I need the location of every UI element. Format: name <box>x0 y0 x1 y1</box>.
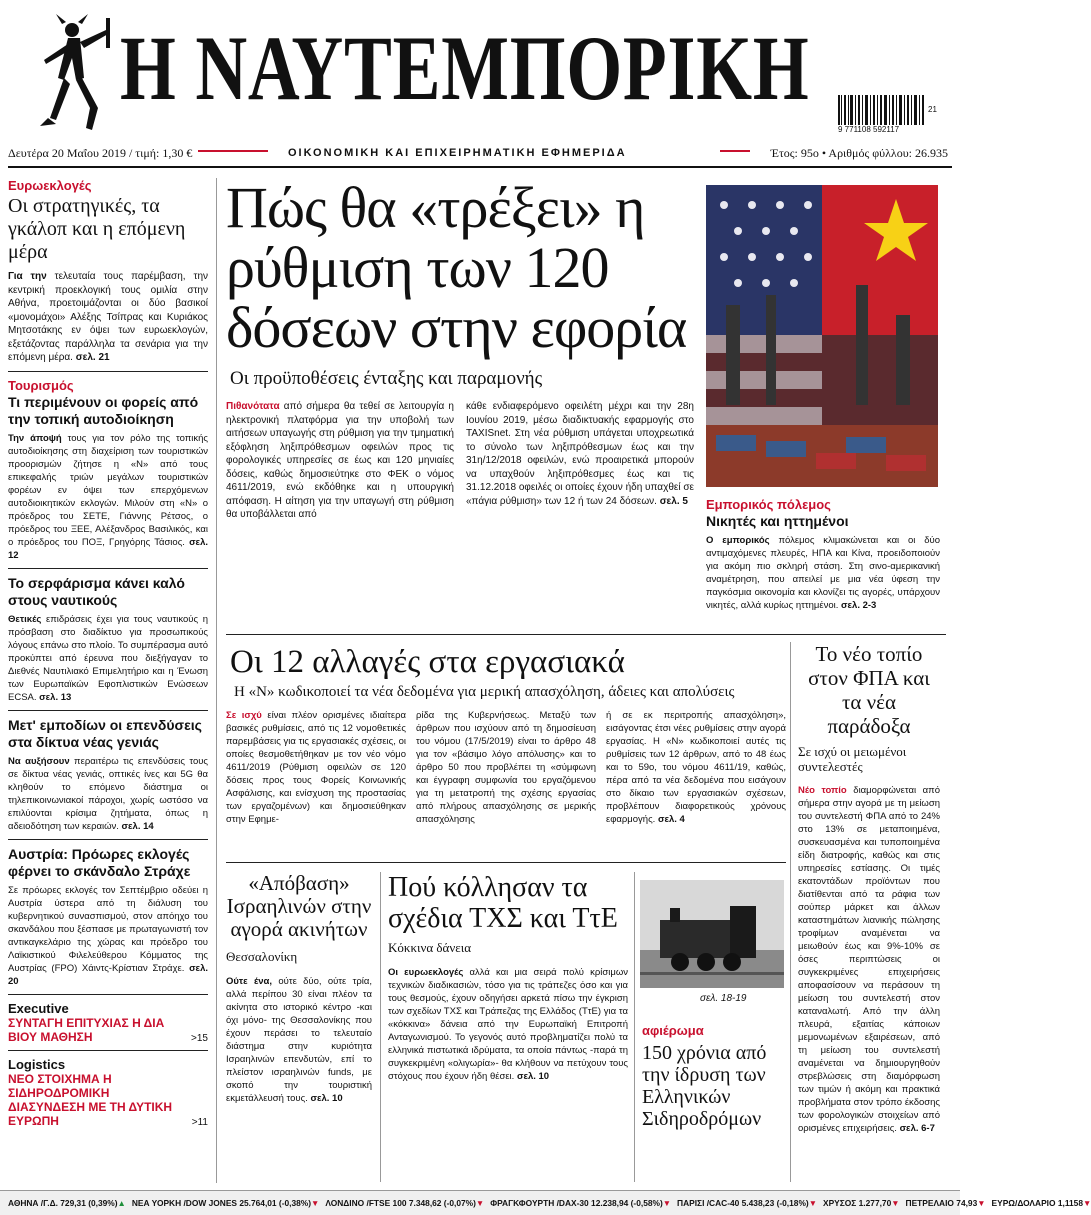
column-rule <box>216 178 217 1183</box>
ticker-value: 12.238,94 (-0,58%) <box>591 1198 663 1208</box>
headline: Τι περιμένουν οι φορείς από την τοπική αυτοδιοίκηση <box>8 393 199 427</box>
page-ref: σελ. 21 <box>75 352 110 363</box>
ticker-item <box>677 1198 817 1208</box>
page-ref: σελ. 6-7 <box>899 1123 935 1134</box>
kicker: Εμπορικός πόλεμος <box>706 497 831 512</box>
arrow-down-icon: ▼ <box>662 1198 672 1208</box>
body-col2: κάθε ενδιαφερόμενο οφειλέτη μέχρι και την 28η Ιουνίου 2019, μέσω διαδικτυακής εφαρμογής στο TAXISnet. Στη νέα ρύθμιση υπάγεται υποχρεωτικά το σύνολο των ληξιπρόθεσμων έως και την 31η/12/2018 οφειλών, ενώ προαιρετικά μπορούν να υπαχθούν ληξιπρόθεσμες έως και τις 31.12.2018 οφειλές οι οποίες έχουν ήδη υπαχθεί σε «πάγια ρύθμιση» των 12 ή των 24 δόσεων. <box>466 401 694 507</box>
divider <box>8 371 208 372</box>
page-ref: σελ. 20 <box>8 962 208 987</box>
arrow-up-icon: ▲ <box>117 1198 126 1208</box>
ticker-value: 1,1158 <box>1057 1198 1083 1208</box>
divider <box>8 839 208 840</box>
promo-text: ΝΕΟ ΣΤΟΙΧΗΜΑ Η ΣΙΔΗΡΟΔΡΟΜΙΚΗ ΔΙΑΣΥΝΔΕΣΗ ΜΕ ΤΗ ΔΥΤΙΚΗ ΕΥΡΩΠΗ <box>8 1071 173 1128</box>
railway-headline: 150 χρόνια από την ίδρυση των Ελληνικών Σιδηροδρόμων <box>642 1042 767 1130</box>
ticker-label: ΠΑΡΙΣΙ /CAC-40 <box>677 1198 742 1208</box>
body-lead: Οι ευρωεκλογές <box>388 967 464 978</box>
banks-headline: Πού κόλλησαν τα σχέδια ΤΧΣ και ΤτΕ <box>388 872 618 934</box>
year-issue: Έτος: 95ο • Αριθμός φύλλου: 26.935 <box>770 146 948 160</box>
kicker: Logistics <box>8 1056 66 1072</box>
left-story-2 <box>8 378 208 562</box>
ticker-label: ΦΡΑΓΚΦΟΥΡΤΗ /DAX-30 <box>490 1198 592 1208</box>
ticker-label: ΕΥΡΩ/ΔΟΛΑΡΙΟ <box>991 1198 1058 1208</box>
masthead <box>120 8 810 128</box>
headline: Οι στρατηγικές, τα γκάλοπ και η επόμενη μέρα <box>8 195 186 263</box>
body: τους για τον ρόλο της τοπικής αυτοδιοίκησης στη διαχείριση των τουριστικών προορισμών ζήτησε η «Ν» από τους επικεφαλής τριών μεγάλων τουριστικών φορέων εν όψει των επερχόμενων αυτοδιοικητικών εκλογών. Μιλούν στη «Ν» ο πρόεδρος του ΣΕΤΕ, Γιάννης Ρέτσος, ο πρόεδρος του ΞΕΕ, Αλέξανδρος Βασιλικός, και ο πρόεδρος του ΠΟΞ, Γρηγόρης Τάσιος. <box>8 432 209 548</box>
vat-headline: Το νέο τοπίο στον ΦΠΑ και τα νέα παράδοξα <box>808 642 930 738</box>
banks-subhead: Κόκκινα δάνεια <box>388 940 472 955</box>
kicker: Ευρωεκλογές <box>8 178 92 193</box>
page-ref: σελ. 5 <box>659 495 688 507</box>
barcode-number: 9 771108 592117 <box>838 125 900 134</box>
railway-photo <box>640 880 784 988</box>
body: διαμορφώνεται από σήμερα στην αγορά με τη μείωση του συντελεστή ΦΠΑ από το 24% στο 13% σε μεταποιημένα, συσκευασμένα και τυποποιημένα είδη διατροφής, καθώς και στις υπηρεσίες εστίασης. Οι τιμές εκατοντάδων προϊόντων που διατίθενται από τα ράφια των σούπερ μάρκετ και άλλων καταστημάτων λιανικής πώλησης τροφίμων αναμένεται να μειωθούν έως και 9%-10% σε όσες περιπτώσεις οι συγκεκριμένες επιχειρήσεις αποφασίσουν να περάσουν τη μείωση του συντελεστή στον καταναλωτή. Από την άλλη πλευρά, εξαιτίας κάποιων μεμονωμένων εξαιρέσεων, από τη μείωση του συντελεστή αναμένεται να δημιουργηθούν στρεβλώσεις στη διαμόρφωση των τιμών ή ακόμη και πρακτικά προβλήματα στον τρόπο έκδοσης των φορολογικών στοιχείων από ορισμένες επιχειρήσεις. <box>798 785 940 1134</box>
divider <box>8 1050 208 1051</box>
masthead-divider <box>8 166 952 168</box>
railway-story <box>642 1023 786 1130</box>
page-ref: >11 <box>191 1116 208 1128</box>
banks-story <box>388 872 628 1083</box>
ticker-item <box>490 1198 671 1208</box>
column-rule <box>790 642 791 1182</box>
body: αλλά και μια σειρά πολύ κρίσιμων τεχνικών διαδικασιών, τόσο για τις τράπεζες όσο και για τους θεσμούς, έχουν οδηγήσει αρκετά πίσω την έγκριση των σχεδίων ΤΧΣ και Τράπεζας της Ελλάδος (ΤτΕ) για τα «κόκκινα» δάνεια από την Ευρωπαϊκή Επιτροπή Ανταγωνισμού. Το γεγονός αυτό προβληματίζει πολύ τα ελληνικά πιστωτικά ιδρύματα, τα οποία πάντως -παρά τη συγκεκριμένη «ολιγωρία»- θα κλήθουν να πετύχουν τους στόχους που έχουν ήδη θέσει. <box>388 967 628 1082</box>
vat-story <box>798 642 940 1135</box>
promo-executive[interactable] <box>8 1001 208 1044</box>
body: επιδράσεις έχει για τους ναυτικούς η πρόσβαση στο διαδίκτυο για προσωπικούς λόγους επάνω στο πλοίο. Το συμπέρασμα αυτό προκύπτει από έρευνα που διεξήγαγαν το Διεθνές Ναυτιλιακό Επιμελητήριο και η Ένωση των Ευρωπαϊκών Εφοπλιστικών Ενώσεων ECSA. <box>8 613 208 703</box>
masthead-subrow <box>8 142 952 164</box>
ticker-value: 74,93 <box>956 1198 978 1208</box>
ticker-value: 1.277,70 <box>858 1198 892 1208</box>
page-ref: σελ. 12 <box>8 536 208 561</box>
israel-subhead: Θεσσαλονίκη <box>226 949 298 964</box>
body-lead: Την άποψή <box>8 432 62 444</box>
body-lead: Ούτε ένα, <box>226 976 273 987</box>
ticker-label: ΑΘΗΝΑ /Γ.Δ. <box>8 1198 61 1208</box>
body-lead: Θετικές <box>8 613 42 625</box>
headline: Μετ' εμποδίων οι επενδύσεις στα δίκτυα νέας γενιάς <box>8 716 202 750</box>
ticker-value: 729,31 (0,39%) <box>60 1198 118 1208</box>
headline: Αυστρία: Πρόωρες εκλογές φέρνει το σκάνδαλο Στράχε <box>8 845 191 879</box>
body: πόλεμος κλιμακώνεται και οι δύο αντιμαχόμενες πλευρές, ΗΠΑ και Κίνα, προειδοποιούν για ακόμη πιο σκληρή στάση. Στη σινο-αμερικανική αναμέτρηση, που απειλεί με μια νέα ύφεση την παγκόσμια οικονομία και κλονίζει τις αγορές, υπάρχουν νικητές, αλλά κυρίως ηττημένοι. <box>706 535 941 611</box>
ticker-label: ΠΕΤΡΕΛΑΙΟ <box>905 1198 957 1208</box>
body-lead: Νέο τοπίο <box>798 785 847 796</box>
left-story-1 <box>8 178 208 365</box>
body: τελευταία τους παρέμβαση, την κεντρική προεκλογική τους ομιλία στην Αθήνα, προετοιμάζονται οι δύο βασικοί «μονομάχοι» Αλέξης Τσίπρας και Κυριάκος Μητσοτάκης εν όψει των ευρωεκλογών, εξετάζοντας παράλληλα τα σενάρια για την επόμενη μέρα. <box>8 271 209 363</box>
arrow-down-icon: ▼ <box>1082 1198 1091 1208</box>
body-col1: από σήμερα θα τεθεί σε λειτουργία η ηλεκτρονική πλατφόρμα για την υποβολή των αιτήσεων υπαγωγής στη ρύθμιση για την τμηματική εξόφληση ληξιπρόθεσμων οφειλών προς τις φορολογικές υπηρεσίες σε έως και 120 μηνιαίες δόσεις, καθώς δημοσιεύτηκε στο ΦΕΚ ο νόμος 4611/2019, ενώ εκδόθηκε και η υπουργική απόφαση. Η αίτηση για την υπαγωγή στη ρύθμιση θα υποβάλλεται από <box>226 401 454 520</box>
body: ούτε δύο, ούτε τρία, αλλά περίπου 30 είναι πλέον τα ακίνητα στο ιστορικό κέντρο -και όχι μόνο- της Θεσσαλονίκης που έχουν περάσει το τελευταίο διάστημα στην κυριότητα Ισραηλινών επενδυτών, επί το πλείστον ισραηλινών funds, με σκοπό την τουριστική εκμετάλλευσή τους. <box>226 976 373 1104</box>
arrow-down-icon: ▼ <box>475 1198 485 1208</box>
headline: Νικητές και ηττημένοι <box>706 513 849 529</box>
promo-text: ΣΥΝΤΑΓΗ ΕΠΙΤΥΧΙΑΣ Η ΔΙΑ ΒΙΟΥ ΜΑΘΗΣΗ <box>8 1015 165 1044</box>
vat-subhead: Σε ισχύ οι μειωμένοι συντελεστές <box>798 744 907 774</box>
promo-logistics[interactable] <box>8 1057 208 1128</box>
divider <box>226 862 786 863</box>
arrow-down-icon: ▼ <box>311 1198 320 1208</box>
market-ticker <box>0 1190 1091 1215</box>
arrow-down-icon: ▼ <box>808 1198 817 1208</box>
left-story-4 <box>8 717 208 833</box>
body: Σε πρόωρες εκλογές τον Σεπτέμβριο οδεύει η Αυστρία ύστερα από τη διάλυση του κυβερνητικού συνασπισμού, στον απόηχο του σκανδάλου που ξέσπασε με πρωταγωνιστή τον αντικαγκελάριο της χώρας και πρόεδρο του Λαϊκιστικού Φιλελεύθερου Κόμματος της Αυστρίας (FPO) Χάιντς-Κρίστιαν Στράχε. <box>8 884 208 974</box>
labor-subhead: Η «Ν» κωδικοποιεί τα νέα δεδομένα για μερική απασχόληση, άδειες και απολύσεις <box>234 684 735 700</box>
column-rule <box>380 872 381 1182</box>
divider <box>8 710 208 711</box>
left-column <box>8 178 208 1128</box>
barcode-suffix: 21 <box>928 105 937 114</box>
body-lead: Πιθανότατα <box>226 401 280 412</box>
page-ref: σελ. 2-3 <box>841 600 877 611</box>
masthead-title: Η ΝΑΥΤΕΜΠΟΡΙΚΗ <box>120 17 810 119</box>
page-ref: σελ. 13 <box>39 691 72 703</box>
barcode <box>838 95 940 137</box>
tagline-rule-left <box>198 150 268 152</box>
main-story <box>226 175 694 522</box>
divider <box>8 994 208 995</box>
main-subhead: Οι προϋποθέσεις ένταξης και παραμονής <box>230 368 543 389</box>
israel-story <box>226 872 372 1105</box>
left-story-5 <box>8 846 208 988</box>
ticker-item <box>325 1198 484 1208</box>
body-lead: Για την <box>8 271 47 282</box>
trade-war-story <box>706 497 940 612</box>
divider <box>8 568 208 569</box>
kicker: αφιέρωμα <box>642 1023 704 1038</box>
body-col3: ή σε εκ περιτροπής απασχόληση», εισάγοντας έτσι νέες ρυθμίσεις στην αγορά εργασίας. Η «Ν» κωδικοποιεί αυτές τις ρυθμίσεις των 12 άρθρων, από το 48 έως και το 59ο, του νόμου 4611/19, καθώς, πέρα από τα νέα δεδομένα που εισάγουν στο δίκαιο των εργασιακών σχέσεων, προβλέπουν διαφορετικούς χρόνους εφαρμογής. <box>606 710 786 825</box>
page-ref: σελ. 14 <box>121 820 154 832</box>
hermes-logo <box>10 8 120 143</box>
arrow-down-icon: ▼ <box>891 1198 900 1208</box>
labor-headline: Οι 12 αλλαγές στα εργασιακά <box>230 644 625 680</box>
body-col1: είναι πλέον ορισμένες ιδιαίτερα βασικές ρυθμίσεις, από τις 12 νομοθετικές παρεμβάσεις για τις εργασιακές σχέσεις, οι οποίες θεσμοθετήθηκαν με τον νέο νόμο 4611/2019 (Ρύθμιση οφειλών σε 120 δόσεις προς τους Φορείς Κοινωνικής Ασφάλισης, και ενίσχυση της προστασίας των εργαζομένων) και δημοσιεύθηκαν στην Εφημε- <box>226 710 406 825</box>
page-ref: σελ. 10 <box>516 1071 550 1082</box>
page-ref: σελ. 10 <box>310 1093 343 1104</box>
headline: Το σερφάρισμα κάνει καλό στους ναυτικούς <box>8 574 185 608</box>
israel-headline: «Απόβαση» Ισραηλινών στην αγορά ακινήτων <box>226 871 372 941</box>
ticker-item <box>8 1198 126 1208</box>
ticker-item <box>823 1198 900 1208</box>
ticker-value: 7.348,62 (-0,07%) <box>408 1198 476 1208</box>
tagline: ΟΙΚΟΝΟΜΙΚΗ ΚΑΙ ΕΠΙΧΕΙΡΗΜΑΤΙΚΗ ΕΦΗΜΕΡΙΔΑ <box>288 147 627 159</box>
labor-story <box>226 642 786 826</box>
arrow-down-icon: ▼ <box>977 1198 986 1208</box>
ticker-label: ΛΟΝΔΙΝΟ /FTSE 100 <box>325 1198 409 1208</box>
tagline-rule-right <box>720 150 750 152</box>
body-lead: Ο εμπορικός <box>706 535 770 546</box>
kicker: Executive <box>8 1000 69 1016</box>
main-headline: Πώς θα «τρέξει» η ρύθμιση των 120 δόσεων στην εφορία <box>226 175 687 360</box>
ticker-item <box>132 1198 320 1208</box>
trade-war-photo <box>706 185 938 487</box>
body-col2: ρίδα της Κυβερνήσεως. Μεταξύ των άρθρων που ισχύουν από τη δημοσίευση του νόμου (17/5/2019) είναι το άρθρο 48 για τον «βάσιμο λόγο απόλυσης» και το άρθρο 50 που προβλέπει τη «σύμφωνη και έγγραφη συμφωνία του εργαζόμενου για τη μετατροπή της σχέσης εργασίας από πλήρους απασχόλησης σε μερικής απασχόλησης <box>416 710 596 825</box>
ticker-value: 5.438,23 (-0,18%) <box>741 1198 809 1208</box>
page-ref: σελ. 4 <box>657 814 685 825</box>
body-lead: Σε ισχύ <box>226 710 262 721</box>
divider <box>226 634 946 635</box>
kicker: Τουρισμός <box>8 377 74 393</box>
ticker-label: ΝΕΑ ΥΟΡΚΗ /DOW JONES <box>131 1198 240 1208</box>
ticker-value: 25.764,01 (-0,38%) <box>239 1198 312 1208</box>
page-ref: >15 <box>191 1032 208 1044</box>
column-rule <box>634 872 635 1182</box>
body: περαιτέρω τις επενδύσεις τους σε δίκτυα νέας γενιάς, οπτικές ίνες και 5G θα κληθούν το επόμενο διάστημα οι τηλεπικοινωνιακοί πάροχοι, χωρίς ωστόσο να επιλύονται κρίσιμα ζητήματα, όπως η αδειοδότηση των κεραιών. <box>8 755 209 832</box>
date-price: Δευτέρα 20 Μαΐου 2019 / τιμή: 1,30 € <box>8 146 193 160</box>
body-lead: Να αυξήσουν <box>8 755 70 767</box>
left-story-3 <box>8 575 208 704</box>
railway-photo-ref: σελ. 18-19 <box>700 993 747 1004</box>
ticker-item <box>906 1198 986 1208</box>
ticker-label: ΧΡΥΣΟΣ <box>822 1198 859 1208</box>
ticker-item <box>992 1198 1091 1208</box>
